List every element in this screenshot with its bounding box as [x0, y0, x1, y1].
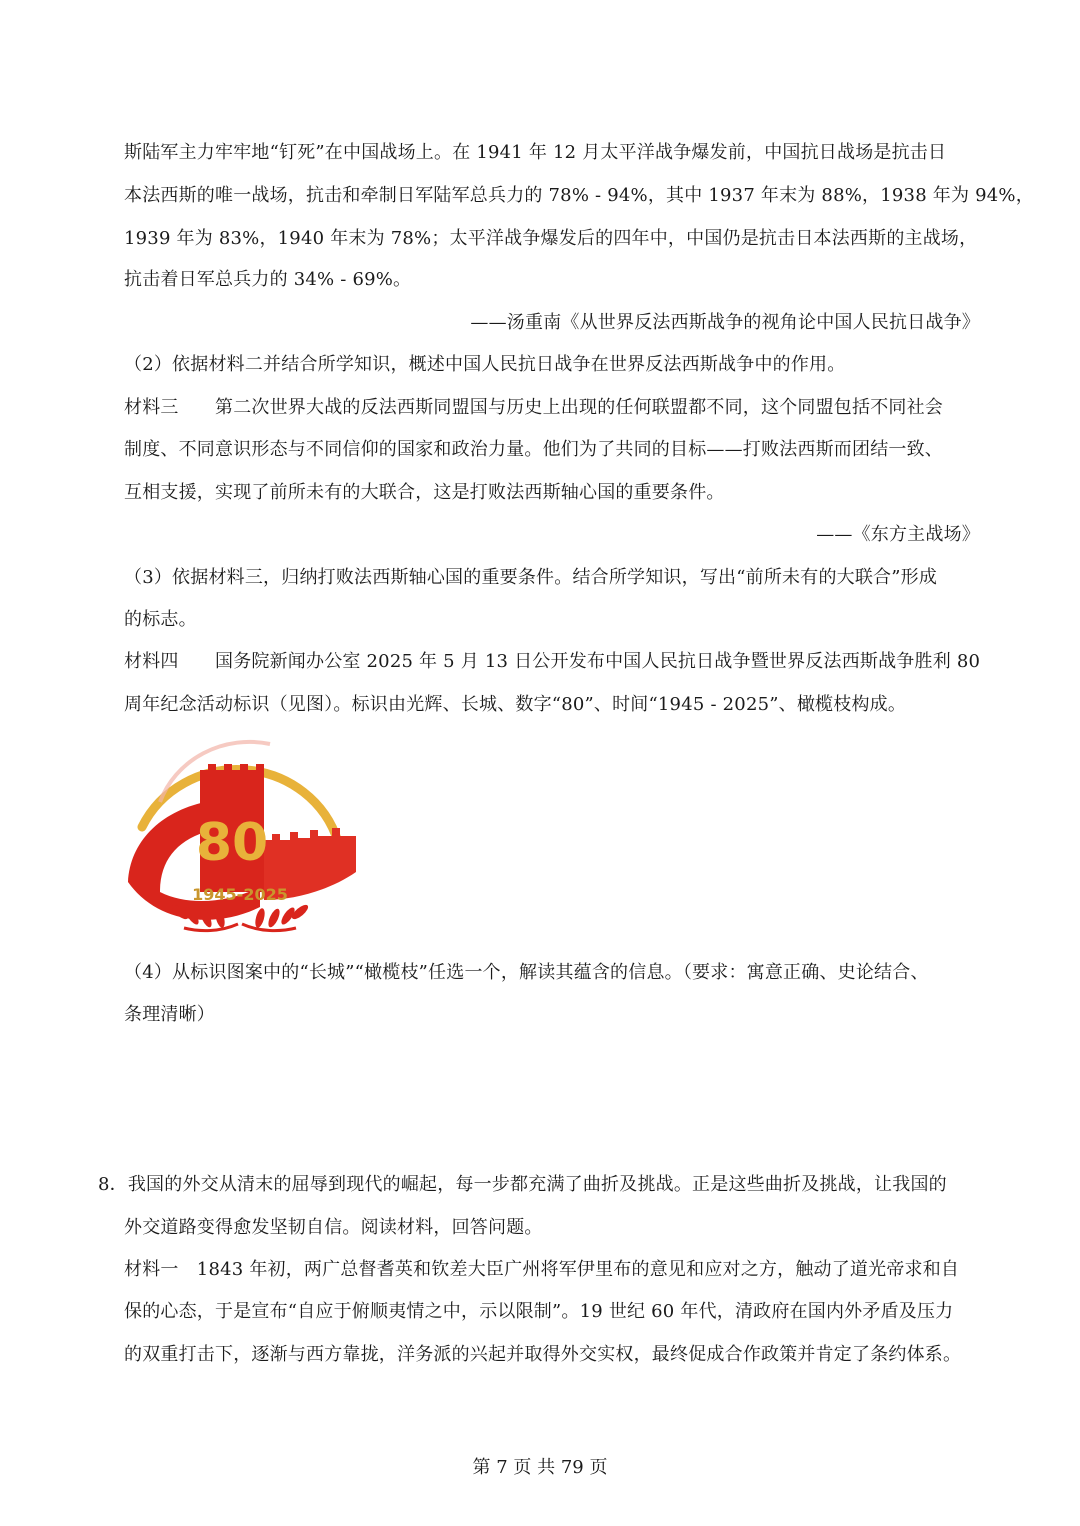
material2-source: ——汤重南《从世界反法西斯战争的视角论中国人民抗日战争》 [470, 312, 980, 333]
question-4-line: 条理清晰） [124, 1004, 215, 1025]
material2-line: 抗击着日军总兵力的 34% - 69%。 [124, 269, 412, 290]
material3-line: 制度、不同意识形态与不同信仰的国家和政治力量。他们为了共同的目标——打败法西斯而团结一致、 [124, 439, 943, 460]
material2-line: 1939 年为 83%，1940 年末为 78%；太平洋战争爆发后的四年中，中国仍是抗击日本法西斯的主战场， [124, 228, 978, 249]
material2-line: 本法西斯的唯一战场，抗击和牵制日军陆军总兵力的 78% - 94%，其中 1937 年末为 88%，1938 年为 94%， [124, 185, 1034, 206]
question-8-material1-line: 保的心态，于是宣布“自应于俯顺夷情之中，示以限制”。19 世纪 60 年代，清政府在国内外矛盾及压力 [124, 1301, 954, 1322]
material3-line: 互相支援，实现了前所未有的大联合，这是打败法西斯轴心国的重要条件。 [124, 482, 725, 503]
question-8-material1-line: 的双重打击下，逐渐与西方靠拢，洋务派的兴起并取得外交实权，最终促成合作政策并肯定了条约体系。 [124, 1344, 962, 1365]
logo-number: 80 [195, 813, 269, 873]
page-number: 第 7 页 共 79 页 [472, 1457, 608, 1478]
question-2: （2）依据材料二并结合所学知识，概述中国人民抗日战争在世界反法西斯战争中的作用。 [124, 354, 846, 375]
material4-line: 周年纪念活动标识（见图）。标识由光辉、长城、数字“80”、时间“1945 - 2025”、橄榄枝构成。 [124, 694, 907, 715]
material3-source: ——《东方主战场》 [816, 524, 980, 545]
question-4-line: （4）从标识图案中的“长城”“橄榄枝”任选一个，解读其蕴含的信息。（要求：寓意正确、史论结合、 [124, 962, 929, 983]
question-8-line: 8．我国的外交从清末的屈辱到现代的崛起，每一步都充满了曲折及挑战。正是这些曲折及挑战，让我国的 [98, 1174, 947, 1195]
material2-line: 斯陆军主力牢牢地“钉死”在中国战场上。在 1941 年 12 月太平洋战争爆发前，中国抗日战场是抗击日 [124, 142, 947, 163]
material3-line: 材料三 第二次世界大战的反法西斯同盟国与历史上出现的任何联盟都不同，这个同盟包括不同社会 [124, 397, 943, 418]
logo-years: 1945-2025 [192, 885, 288, 904]
question-8-material1-line: 材料一 1843 年初，两广总督耆英和钦差大臣广州将军伊里布的意见和应对之方，触动了道光帝求和自 [124, 1259, 960, 1280]
question-3-line: （3）依据材料三，归纳打败法西斯轴心国的重要条件。结合所学知识，写出“前所未有的大联合”形成 [124, 567, 938, 588]
commemorative-logo [120, 732, 360, 947]
material4-line: 材料四 国务院新闻办公室 2025 年 5 月 13 日公开发布中国人民抗日战争暨世界反法西斯战争胜利 80 [124, 651, 981, 672]
question-8-line: 外交道路变得愈发坚韧自信。阅读材料，回答问题。 [124, 1217, 543, 1238]
question-3-line: 的标志。 [124, 609, 197, 630]
